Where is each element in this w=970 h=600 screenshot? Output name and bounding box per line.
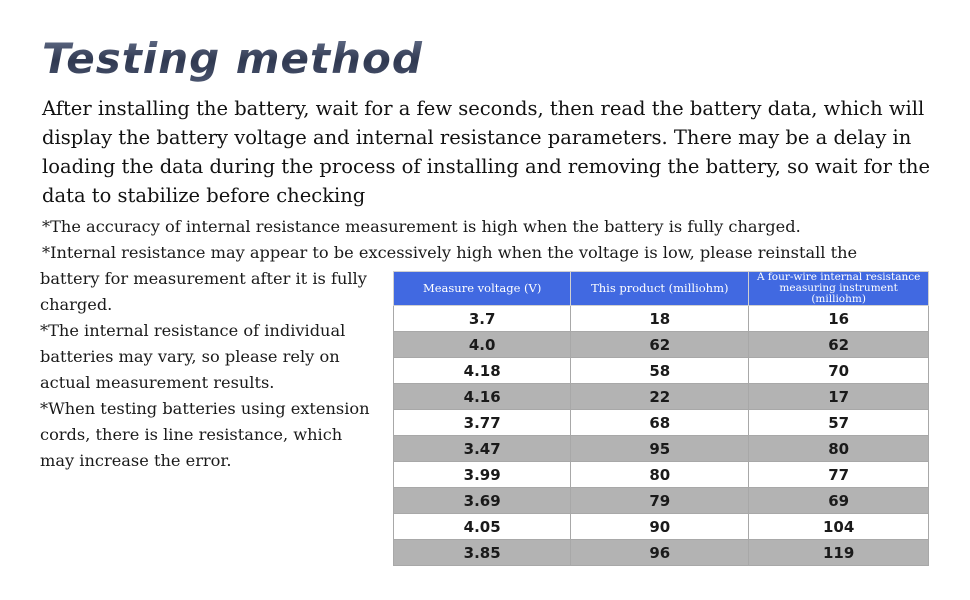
cell-four-wire: 16	[749, 306, 929, 332]
cell-this-product: 22	[571, 384, 749, 410]
header-four-wire-instrument: A four-wire internal resistance measuring instrument (milliohm)	[749, 272, 929, 306]
cell-this-product: 96	[571, 540, 749, 566]
cell-voltage: 3.7	[394, 306, 571, 332]
cell-this-product: 95	[571, 436, 749, 462]
note-reinstall: battery for measurement after it is fully charged.	[40, 269, 367, 314]
table-row	[394, 488, 929, 514]
note-low-voltage: *Internal resistance may appear to be excessively high when the voltage is low, please reinstall the	[42, 243, 858, 262]
table-row	[394, 384, 929, 410]
cell-four-wire: 62	[749, 332, 929, 358]
table-body	[394, 306, 929, 566]
table-row	[394, 358, 929, 384]
cell-voltage: 3.69	[394, 488, 571, 514]
table-row	[394, 332, 929, 358]
cell-voltage: 3.99	[394, 462, 571, 488]
page-title: Testing method	[42, 34, 423, 83]
cell-this-product: 90	[571, 514, 749, 540]
cell-voltage: 4.0	[394, 332, 571, 358]
cell-voltage: 4.05	[394, 514, 571, 540]
cell-this-product: 62	[571, 332, 749, 358]
table-header-row	[394, 272, 929, 306]
cell-this-product: 68	[571, 410, 749, 436]
header-this-product: This product (milliohm)	[571, 272, 749, 306]
cell-voltage: 3.85	[394, 540, 571, 566]
table-row	[394, 462, 929, 488]
cell-voltage: 4.18	[394, 358, 571, 384]
header-measure-voltage: Measure voltage (V)	[394, 272, 571, 306]
cell-voltage: 4.16	[394, 384, 571, 410]
intro-paragraph: After installing the battery, wait for a few seconds, then read the battery data, which will display the battery voltage and internal resistance parameters. There may be a delay in loading the data during the process of installing and removing the battery, so wait for the data to stabilize before checking	[42, 97, 931, 207]
cell-four-wire: 80	[749, 436, 929, 462]
cell-this-product: 80	[571, 462, 749, 488]
cell-four-wire: 17	[749, 384, 929, 410]
notes-column	[40, 266, 380, 474]
cell-four-wire: 69	[749, 488, 929, 514]
note-individual-variation: *The internal resistance of individual batteries may vary, so please rely on actual measurement results.	[40, 321, 346, 392]
note-accuracy: *The accuracy of internal resistance measurement is high when the battery is fully charged.	[42, 217, 801, 236]
table-row	[394, 514, 929, 540]
table-row	[394, 306, 929, 332]
cell-four-wire: 70	[749, 358, 929, 384]
cell-this-product: 79	[571, 488, 749, 514]
cell-four-wire: 77	[749, 462, 929, 488]
measurement-table	[393, 271, 929, 566]
cell-four-wire: 119	[749, 540, 929, 566]
table-row	[394, 540, 929, 566]
cell-four-wire: 104	[749, 514, 929, 540]
cell-this-product: 18	[571, 306, 749, 332]
cell-four-wire: 57	[749, 410, 929, 436]
table-row	[394, 410, 929, 436]
cell-voltage: 3.47	[394, 436, 571, 462]
cell-this-product: 58	[571, 358, 749, 384]
table-row	[394, 436, 929, 462]
note-extension-cords: *When testing batteries using extension cords, there is line resistance, which may increase the error.	[40, 399, 370, 470]
cell-voltage: 3.77	[394, 410, 571, 436]
